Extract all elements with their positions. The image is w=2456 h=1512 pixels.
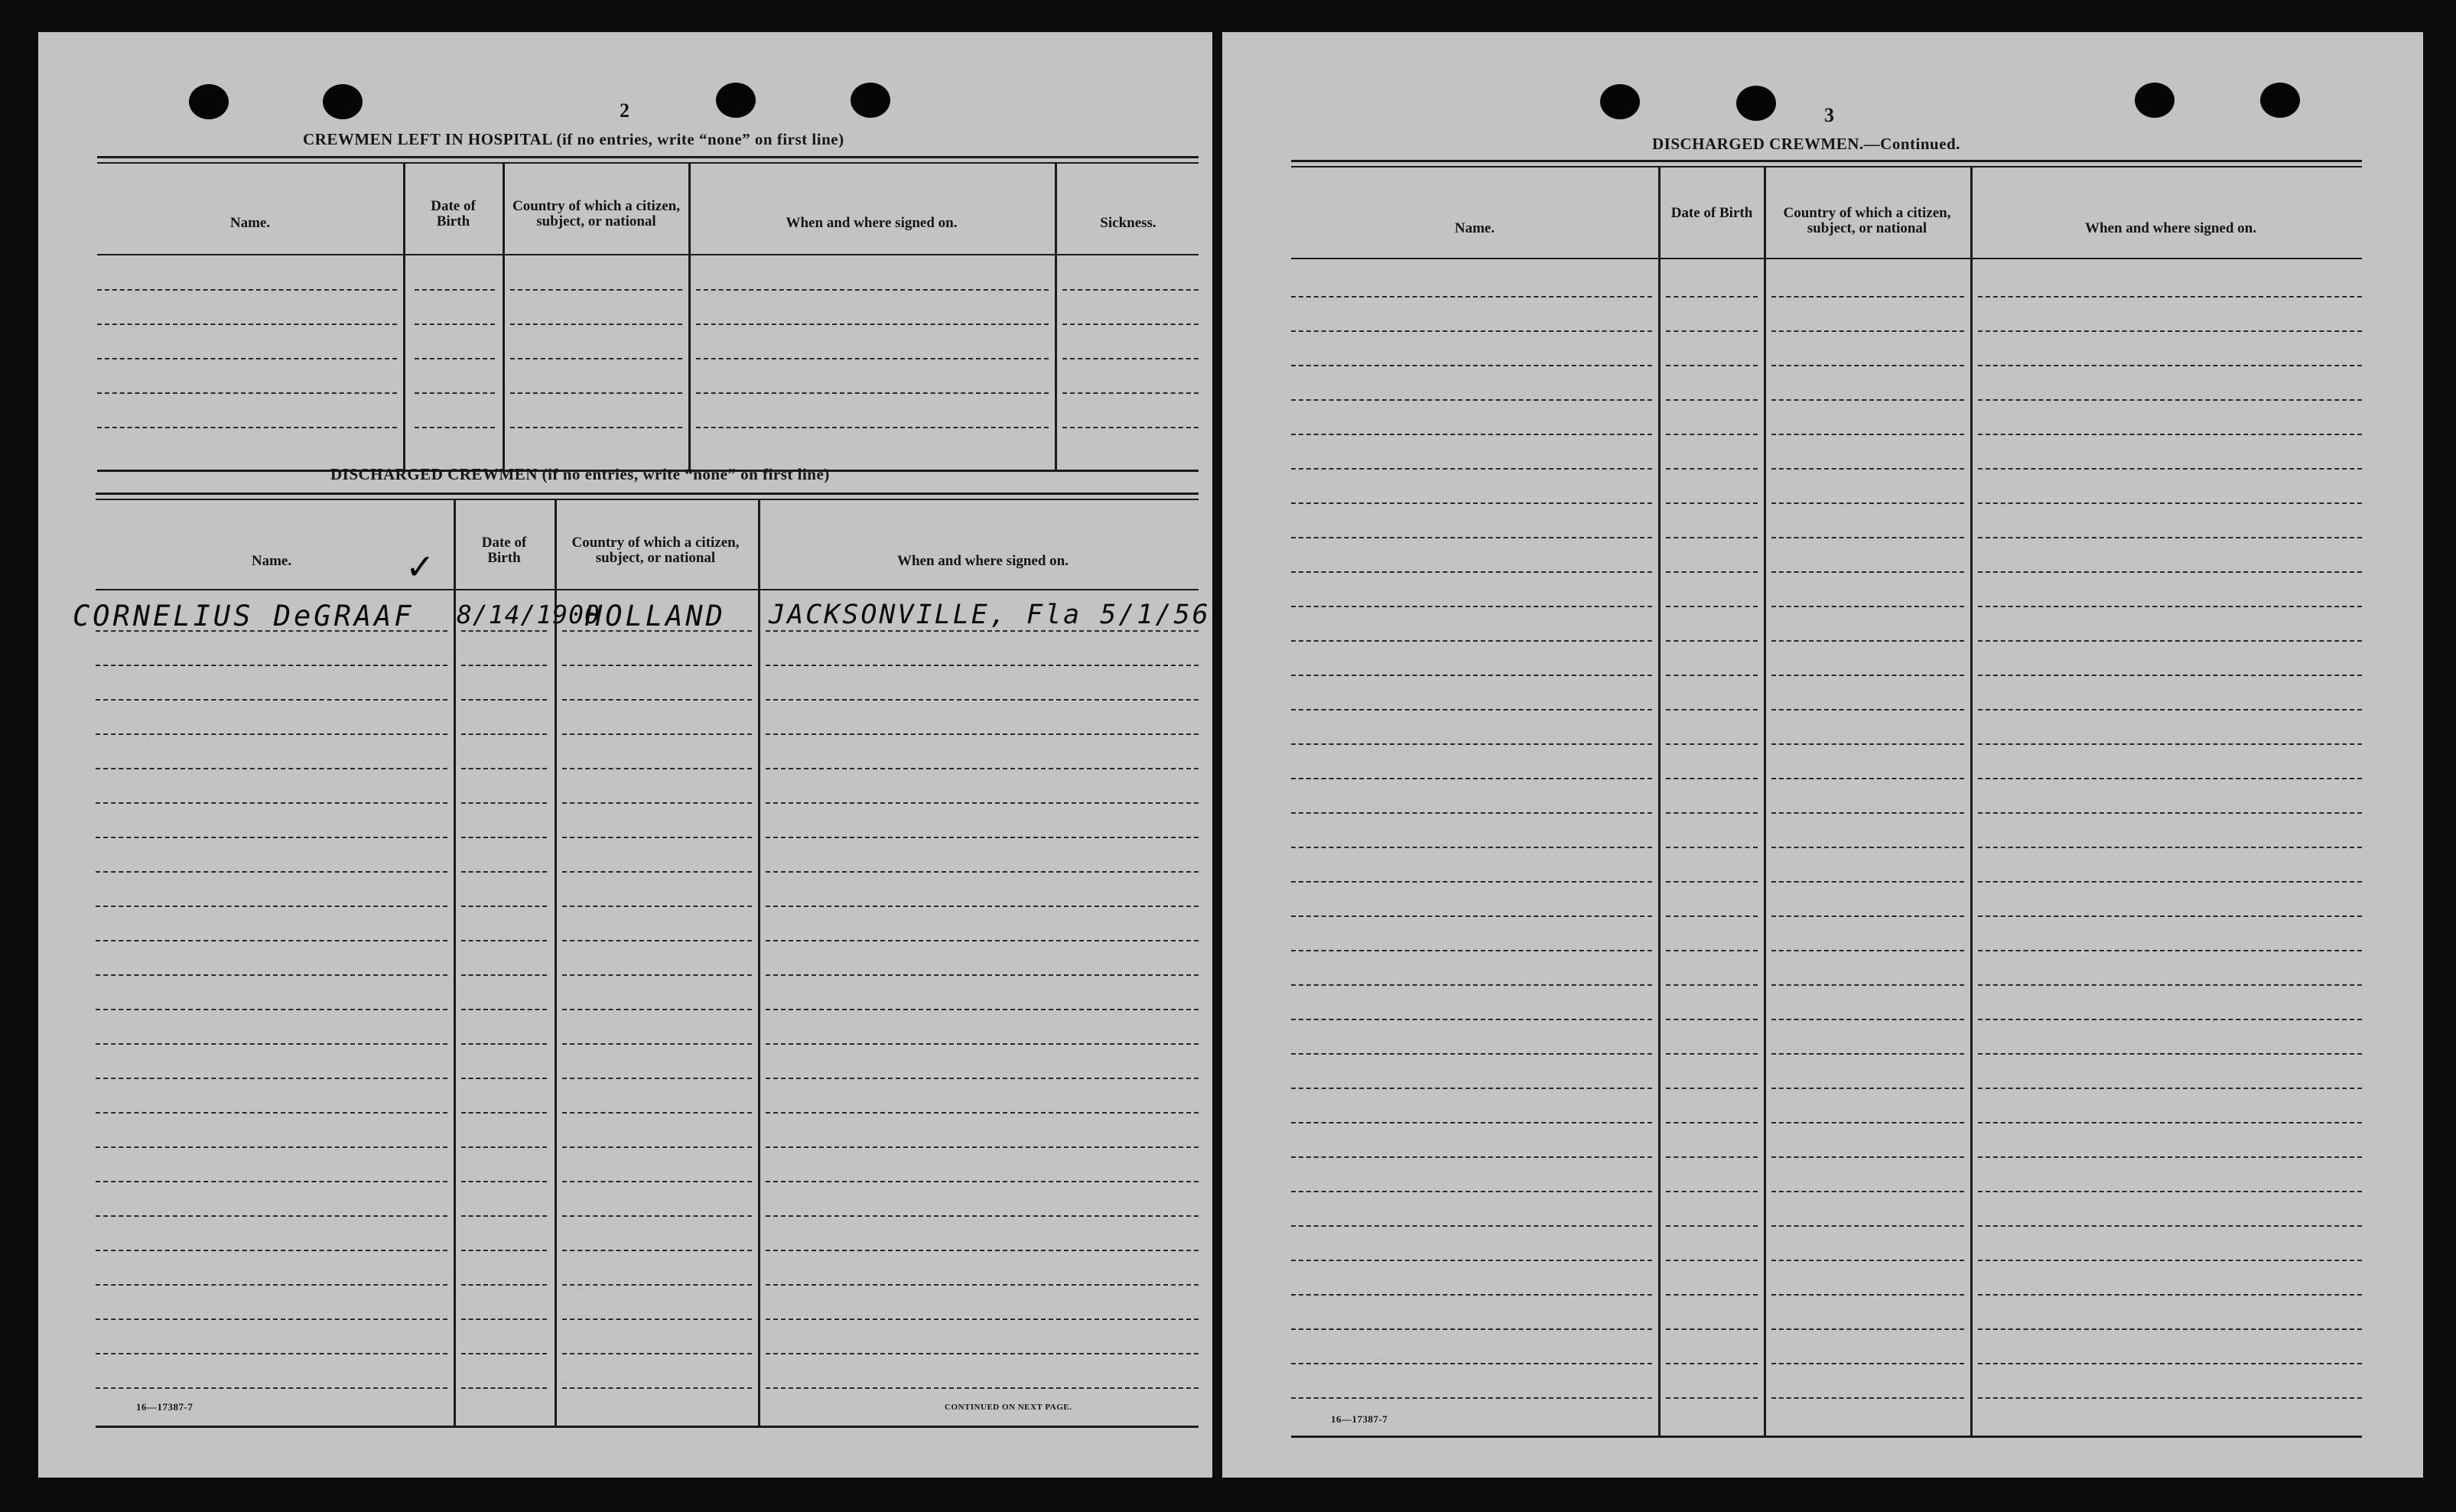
ruled-line (1771, 812, 1964, 814)
ruled-line (1291, 330, 1652, 332)
ruled-line (1978, 1156, 2362, 1158)
ruled-line (1291, 675, 1652, 676)
column-header-country: Country of which a citizen, subject, or national (571, 535, 740, 566)
ruled-line (461, 871, 547, 873)
ruled-line (562, 1250, 752, 1251)
ruled-line (1291, 1294, 1652, 1296)
ruled-line (461, 906, 547, 907)
ruled-line (1291, 537, 1652, 538)
ruled-line (1771, 468, 1964, 470)
ruled-line (1291, 1088, 1652, 1089)
left-page (38, 32, 1212, 1478)
entry-name: CORNELIUS DeGRAAF (73, 600, 415, 632)
hospital-table (97, 156, 1199, 477)
ruled-line (97, 289, 397, 291)
ruled-line (97, 392, 397, 394)
ruled-line (1978, 502, 2362, 504)
ruled-line (766, 699, 1199, 701)
punch-hole (1736, 86, 1776, 121)
ruled-line (461, 1215, 547, 1217)
ruled-line (1771, 743, 1964, 745)
ruled-line (1291, 881, 1652, 883)
ruled-line (1666, 1019, 1758, 1020)
ruled-line (510, 358, 682, 359)
form-number: 16—17387-7 (1331, 1413, 1388, 1425)
ruled-line (96, 871, 447, 873)
ruled-line (1291, 915, 1652, 917)
ruled-line (1291, 709, 1652, 710)
ruled-line (510, 324, 682, 325)
ruled-line (766, 906, 1199, 907)
ruled-line (1062, 289, 1199, 291)
ruled-line (1771, 399, 1964, 401)
ruled-line (1666, 778, 1758, 779)
ruled-line (1978, 812, 2362, 814)
ruled-line (415, 324, 495, 325)
ruled-line (562, 1319, 752, 1320)
ruled-line (1291, 1363, 1652, 1364)
entry-signed-on: JACKSONVILLE, Fla 5/1/56 (769, 600, 1211, 630)
ruled-line (1666, 330, 1758, 332)
ruled-line (1771, 1397, 1964, 1399)
ruled-line (1771, 640, 1964, 642)
ruled-line (562, 1284, 752, 1286)
ruled-line (1062, 358, 1199, 359)
ruled-line (96, 733, 447, 735)
ruled-line (1771, 537, 1964, 538)
ruled-line (1291, 984, 1652, 986)
ruled-line (562, 699, 752, 701)
ruled-line (1978, 296, 2362, 298)
ruled-line (1666, 1260, 1758, 1261)
ruled-line (1666, 1156, 1758, 1158)
ruled-line (1666, 1088, 1758, 1089)
ruled-line (1978, 330, 2362, 332)
ruled-line (1666, 1225, 1758, 1227)
column-header-sickness: Sickness. (1100, 215, 1156, 231)
column-header-signed-on: When and where signed on. (2084, 220, 2256, 236)
ruled-line (696, 289, 1049, 291)
ruled-line (766, 1009, 1199, 1010)
form-number: 16—17387-7 (136, 1401, 194, 1413)
ruled-line (461, 1319, 547, 1320)
ruled-line (461, 699, 547, 701)
punch-hole (189, 84, 229, 119)
ruled-line (1666, 847, 1758, 848)
ruled-line (1666, 881, 1758, 883)
ruled-line (1291, 365, 1652, 366)
ruled-line (96, 837, 447, 838)
punch-hole (323, 84, 363, 119)
ruled-line (96, 1009, 447, 1010)
ruled-line (415, 427, 495, 428)
ruled-line (1771, 502, 1964, 504)
ruled-line (1666, 502, 1758, 504)
ruled-line (1666, 1191, 1758, 1192)
ruled-line (96, 665, 447, 666)
ruled-line (562, 1387, 752, 1389)
ruled-line (696, 324, 1049, 325)
ruled-line (562, 733, 752, 735)
column-header-date-of-birth: Date of Birth (431, 198, 476, 229)
ruled-line (766, 630, 1199, 632)
page-title: DISCHARGED CREWMEN.—Continued. (1652, 135, 1960, 153)
ruled-line (1771, 1294, 1964, 1296)
ruled-line (1291, 502, 1652, 504)
ruled-line (766, 1043, 1199, 1045)
ruled-line (1291, 743, 1652, 745)
ruled-line (1771, 847, 1964, 848)
ruled-line (1291, 640, 1652, 642)
ruled-line (1978, 1260, 2362, 1261)
ruled-line (696, 358, 1049, 359)
ruled-line (96, 1353, 447, 1354)
ruled-line (1978, 640, 2362, 642)
ruled-line (1666, 399, 1758, 401)
ruled-line (1771, 1122, 1964, 1123)
ruled-line (96, 1387, 447, 1389)
ruled-line (562, 906, 752, 907)
ruled-line (96, 1112, 447, 1114)
entry-date-of-birth: 8/14/1900 (457, 600, 600, 629)
ruled-line (1771, 1156, 1964, 1158)
ruled-line (415, 392, 495, 394)
column-header-signed-on: When and where signed on. (896, 553, 1069, 569)
ruled-line (461, 1181, 547, 1182)
ruled-line (562, 871, 752, 873)
ruled-line (766, 940, 1199, 941)
ruled-line (1978, 399, 2362, 401)
ruled-line (461, 1284, 547, 1286)
ruled-line (96, 1319, 447, 1320)
hospital-section-title: CREWMEN LEFT IN HOSPITAL (if no entries, write “none” on first line) (303, 130, 844, 148)
punch-hole (2260, 83, 2300, 118)
ruled-line (1666, 950, 1758, 951)
column-header-country: Country of which a citizen, subject, or national (512, 198, 680, 229)
ruled-line (562, 974, 752, 976)
ruled-line (1978, 468, 2362, 470)
ruled-line (1666, 1397, 1758, 1399)
ruled-line (1291, 399, 1652, 401)
ruled-line (1291, 812, 1652, 814)
column-header-date-of-birth: Date of Birth (1670, 205, 1753, 221)
ruled-line (510, 427, 682, 428)
ruled-line (766, 768, 1199, 769)
ruled-line (766, 1215, 1199, 1217)
ruled-line (1291, 778, 1652, 779)
column-header-signed-on: When and where signed on. (786, 215, 958, 231)
ruled-line (1771, 434, 1964, 435)
ruled-line (766, 1181, 1199, 1182)
ruled-line (1978, 537, 2362, 538)
ruled-line (1666, 1053, 1758, 1055)
ruled-line (96, 940, 447, 941)
ruled-line (1666, 468, 1758, 470)
ruled-line (1978, 743, 2362, 745)
punch-hole (716, 83, 756, 118)
ruled-line (1666, 743, 1758, 745)
ruled-line (562, 1181, 752, 1182)
ruled-line (766, 871, 1199, 873)
ruled-line (562, 940, 752, 941)
ruled-line (1666, 709, 1758, 710)
ruled-line (461, 1250, 547, 1251)
page-number: 2 (620, 99, 629, 122)
ruled-line (1978, 881, 2362, 883)
ruled-line (1291, 1260, 1652, 1261)
ruled-line (562, 1353, 752, 1354)
ruled-line (1666, 571, 1758, 573)
ruled-line (510, 289, 682, 291)
ruled-line (766, 1284, 1199, 1286)
ruled-line (415, 289, 495, 291)
ruled-line (461, 1009, 547, 1010)
ruled-line (1771, 1363, 1964, 1364)
ruled-line (1978, 778, 2362, 779)
ruled-line (1291, 1328, 1652, 1330)
ruled-line (1978, 675, 2362, 676)
ruled-line (562, 837, 752, 838)
ruled-line (1978, 571, 2362, 573)
ruled-line (461, 1146, 547, 1148)
ruled-line (461, 802, 547, 804)
ruled-line (1666, 537, 1758, 538)
ruled-line (1666, 434, 1758, 435)
column-header-name: Name. (251, 553, 292, 569)
ruled-line (1771, 571, 1964, 573)
ruled-line (415, 358, 495, 359)
ruled-line (1771, 881, 1964, 883)
ruled-line (1978, 1294, 2362, 1296)
discharged-continued-table (1291, 160, 2362, 1445)
ruled-line (97, 427, 397, 428)
ruled-line (1291, 1122, 1652, 1123)
ruled-line (461, 630, 547, 632)
ruled-line (1771, 1053, 1964, 1055)
ruled-line (1291, 1225, 1652, 1227)
ruled-line (1978, 1328, 2362, 1330)
ruled-line (1062, 427, 1199, 428)
ruled-line (1291, 571, 1652, 573)
ruled-line (1978, 847, 2362, 848)
ruled-line (1062, 324, 1199, 325)
ruled-line (562, 1146, 752, 1148)
entry-country: HOLLAND (585, 600, 726, 632)
ruled-line (1666, 1328, 1758, 1330)
ruled-line (562, 1112, 752, 1114)
ruled-line (1666, 1363, 1758, 1364)
ruled-line (766, 802, 1199, 804)
ruled-line (1978, 915, 2362, 917)
ruled-line (1771, 1260, 1964, 1261)
ruled-line (1771, 1088, 1964, 1089)
column-header-name: Name. (1454, 220, 1495, 236)
ruled-line (96, 1181, 447, 1182)
ruled-line (766, 1250, 1199, 1251)
ruled-line (1666, 1122, 1758, 1123)
ruled-line (1291, 1191, 1652, 1192)
ruled-line (97, 324, 397, 325)
ruled-line (461, 974, 547, 976)
ruled-line (1978, 1053, 2362, 1055)
ruled-line (1291, 847, 1652, 848)
discharged-table (73, 493, 1211, 1433)
ruled-line (562, 802, 752, 804)
ruled-line (1978, 1397, 2362, 1399)
ruled-line (1771, 915, 1964, 917)
ruled-line (461, 1353, 547, 1354)
ruled-line (96, 906, 447, 907)
ruled-line (1291, 1053, 1652, 1055)
ruled-line (1771, 950, 1964, 951)
ruled-line (96, 1250, 447, 1251)
ruled-line (1771, 675, 1964, 676)
ruled-line (1666, 915, 1758, 917)
ruled-line (510, 392, 682, 394)
ruled-line (1771, 984, 1964, 986)
punch-hole (2135, 83, 2175, 118)
ruled-line (1771, 1019, 1964, 1020)
ruled-line (461, 1112, 547, 1114)
ruled-line (766, 974, 1199, 976)
ruled-line (696, 392, 1049, 394)
ruled-line (96, 1043, 447, 1045)
ruled-line (766, 1078, 1199, 1079)
ruled-line (1978, 1088, 2362, 1089)
ruled-line (562, 1043, 752, 1045)
ruled-line (96, 768, 447, 769)
ruled-line (1771, 1225, 1964, 1227)
ruled-line (1771, 296, 1964, 298)
ruled-line (1978, 1191, 2362, 1192)
ruled-line (766, 1146, 1199, 1148)
ruled-line (562, 768, 752, 769)
discharged-section-title: DISCHARGED CREWMEN (if no entries, write “none” on first line) (330, 465, 830, 483)
ruled-line (1771, 709, 1964, 710)
ruled-line (1291, 606, 1652, 607)
ruled-line (766, 665, 1199, 666)
page-number: 3 (1824, 104, 1834, 126)
ruled-line (766, 1112, 1199, 1114)
ruled-line (562, 1215, 752, 1217)
ruled-line (1666, 606, 1758, 607)
column-header-date-of-birth: Date of Birth (481, 535, 527, 566)
ruled-line (1771, 330, 1964, 332)
column-header-country: Country of which a citizen, subject, or national (1783, 205, 1951, 236)
ruled-line (1666, 640, 1758, 642)
ruled-line (1291, 1156, 1652, 1158)
ruled-line (1291, 296, 1652, 298)
ruled-line (1771, 365, 1964, 366)
ruled-line (1978, 1122, 2362, 1123)
ruled-line (461, 1387, 547, 1389)
ruled-line (1978, 606, 2362, 607)
ruled-line (1978, 709, 2362, 710)
ruled-line (766, 1387, 1199, 1389)
ruled-line (1666, 812, 1758, 814)
ruled-line (766, 837, 1199, 838)
ruled-line (1978, 1363, 2362, 1364)
checkmark: ✓ (405, 546, 435, 587)
ruled-line (1291, 1397, 1652, 1399)
ruled-line (461, 1043, 547, 1045)
ruled-line (96, 1284, 447, 1286)
ruled-line (1666, 675, 1758, 676)
continued-note: CONTINUED ON NEXT PAGE. (945, 1403, 1072, 1412)
ruled-line (1771, 606, 1964, 607)
ruled-line (562, 665, 752, 666)
punch-hole (851, 83, 890, 118)
right-page (1222, 32, 2423, 1478)
ruled-line (96, 1215, 447, 1217)
ruled-line (1771, 778, 1964, 779)
ruled-line (1771, 1191, 1964, 1192)
ruled-line (1666, 984, 1758, 986)
ruled-line (1978, 1019, 2362, 1020)
ruled-line (1978, 984, 2362, 986)
ruled-line (96, 974, 447, 976)
ruled-line (1978, 950, 2362, 951)
ruled-line (1771, 1328, 1964, 1330)
ruled-line (1666, 1294, 1758, 1296)
ruled-line (461, 665, 547, 666)
ruled-line (1978, 365, 2362, 366)
ruled-line (766, 1353, 1199, 1354)
punch-hole (1600, 84, 1640, 119)
ruled-line (562, 1009, 752, 1010)
ruled-line (461, 733, 547, 735)
ruled-line (1978, 434, 2362, 435)
ruled-line (1978, 1225, 2362, 1227)
ruled-line (96, 699, 447, 701)
ruled-line (1291, 434, 1652, 435)
ruled-line (1291, 1019, 1652, 1020)
ruled-line (97, 358, 397, 359)
ruled-line (96, 1078, 447, 1079)
ruled-line (461, 940, 547, 941)
ruled-line (1291, 950, 1652, 951)
ruled-line (562, 1078, 752, 1079)
ruled-line (461, 768, 547, 769)
ruled-line (1062, 392, 1199, 394)
ruled-line (696, 427, 1049, 428)
ruled-line (461, 837, 547, 838)
ruled-line (1666, 365, 1758, 366)
column-header-name: Name. (229, 215, 271, 231)
ruled-line (96, 802, 447, 804)
ruled-line (96, 1146, 447, 1148)
ruled-line (461, 1078, 547, 1079)
ruled-line (766, 733, 1199, 735)
ruled-line (766, 1319, 1199, 1320)
ruled-line (1666, 296, 1758, 298)
ruled-line (1291, 468, 1652, 470)
